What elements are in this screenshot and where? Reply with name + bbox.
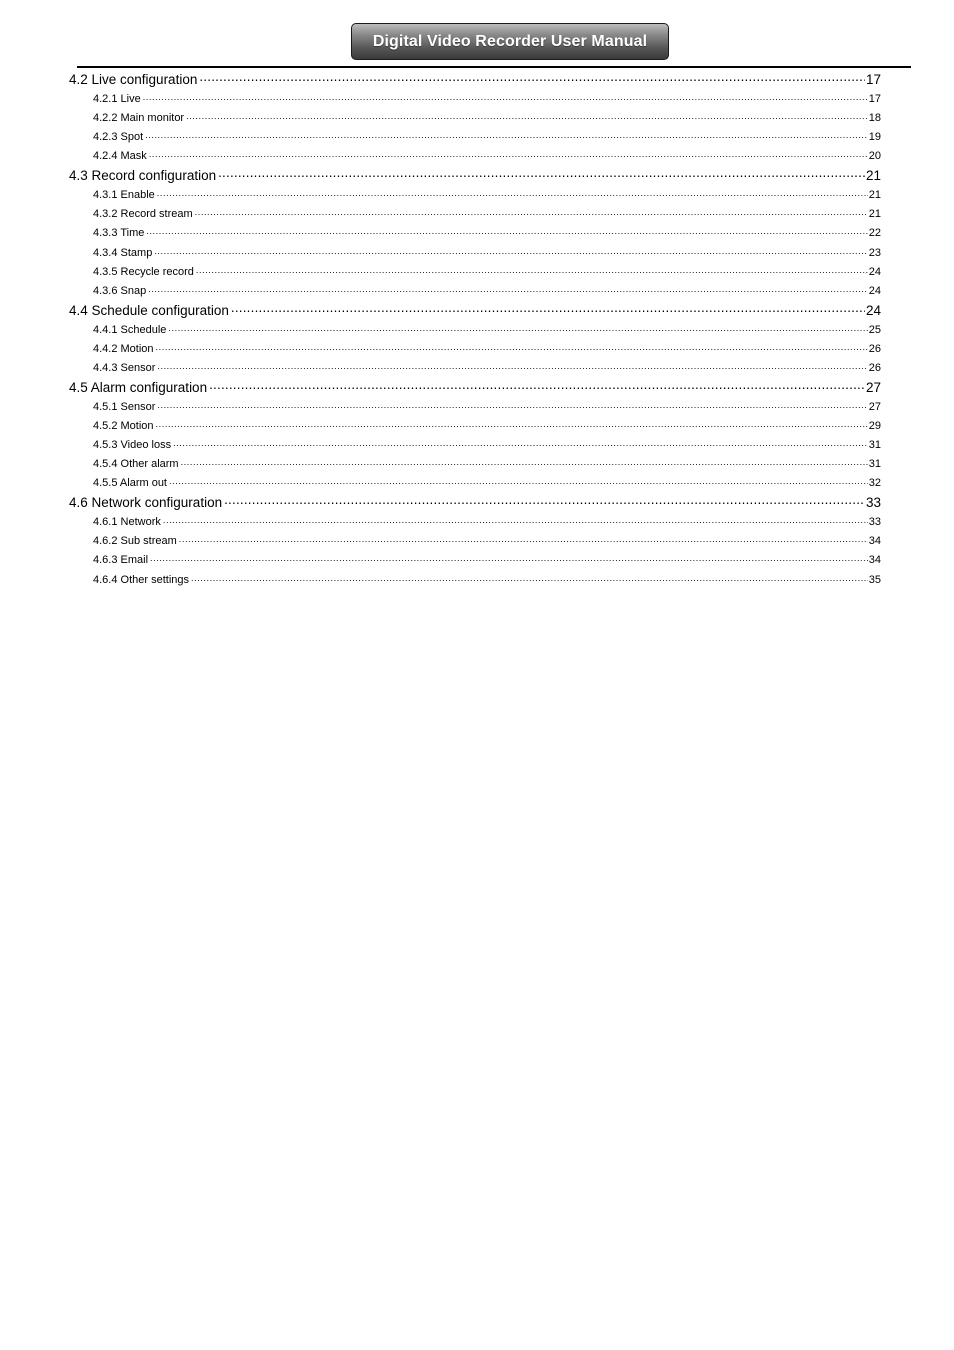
toc-entry-page-number: 24 (865, 302, 881, 318)
toc-entry-page-number: 31 (868, 439, 881, 451)
toc-entry-page-number: 19 (868, 131, 881, 143)
toc-entry-page-number: 35 (868, 574, 881, 586)
toc-entry-page-number: 26 (868, 343, 881, 355)
toc-entry-page-number: 21 (865, 167, 881, 183)
toc-subsection-entry[interactable] (93, 360, 881, 375)
toc-entry-page-number: 33 (865, 494, 881, 510)
toc-entry-title: 4.3.1 Enable (93, 189, 155, 201)
toc-subsection-entry[interactable] (93, 572, 881, 587)
toc-dot-leader (157, 187, 868, 198)
toc-dot-leader (196, 264, 868, 275)
toc-subsection-entry[interactable] (93, 341, 881, 356)
toc-entry-page-number: 23 (868, 247, 881, 259)
toc-dot-leader (181, 456, 868, 467)
toc-dot-leader (157, 360, 867, 371)
toc-entry-page-number: 17 (868, 93, 881, 105)
toc-entry-page-number: 34 (868, 554, 881, 566)
toc-dot-leader (169, 475, 868, 486)
toc-subsection-entry[interactable] (93, 514, 881, 529)
toc-dot-leader (191, 572, 868, 583)
toc-section-entry[interactable] (69, 378, 881, 396)
toc-entry-title: 4.2.4 Mask (93, 150, 147, 162)
toc-entry-title: 4.5.4 Other alarm (93, 458, 179, 470)
toc-entry-title: 4.5 Alarm configuration (69, 379, 208, 395)
toc-dot-leader (150, 552, 868, 563)
toc-entry-page-number: 22 (868, 227, 881, 239)
toc-dot-leader (143, 91, 868, 102)
header-divider (77, 66, 911, 68)
toc-entry-title: 4.5.1 Sensor (93, 401, 156, 413)
toc-subsection-entry[interactable] (93, 456, 881, 471)
toc-section-entry[interactable] (69, 301, 881, 319)
toc-dot-leader (179, 533, 868, 544)
manual-title-badge (351, 23, 669, 60)
toc-section-entry[interactable] (69, 166, 881, 184)
toc-entry-page-number: 17 (865, 71, 881, 87)
toc-entry-page-number: 32 (868, 477, 881, 489)
toc-entry-title: 4.6.1 Network (93, 516, 161, 528)
toc-dot-leader (163, 514, 868, 525)
toc-entry-title: 4.2.2 Main monitor (93, 112, 185, 124)
toc-entry-title: 4.5.3 Video loss (93, 439, 172, 451)
toc-subsection-entry[interactable] (93, 283, 881, 298)
toc-dot-leader (156, 418, 868, 429)
toc-entry-page-number: 33 (868, 516, 881, 528)
toc-entry-title: 4.6 Network configuration (69, 494, 223, 510)
toc-entry-title: 4.3.6 Snap (93, 285, 147, 297)
toc-subsection-entry[interactable] (93, 552, 881, 567)
toc-entry-title: 4.5.5 Alarm out (93, 477, 167, 489)
toc-entry-title: 4.4.2 Motion (93, 343, 154, 355)
toc-entry-title: 4.4 Schedule configuration (69, 302, 229, 318)
toc-entry-page-number: 20 (868, 150, 881, 162)
toc-entry-title: 4.4.3 Sensor (93, 362, 156, 374)
toc-subsection-entry[interactable] (93, 148, 881, 163)
manual-title: Digital Video Recorder User Manual (372, 32, 648, 50)
toc-entry-page-number: 21 (868, 189, 881, 201)
toc-entry-page-number: 25 (868, 324, 881, 336)
toc-dot-leader (149, 148, 868, 159)
toc-subsection-entry[interactable] (93, 245, 881, 260)
toc-entry-page-number: 29 (868, 420, 881, 432)
toc-entry-title: 4.3.3 Time (93, 227, 145, 239)
toc-entry-page-number: 27 (868, 401, 881, 413)
toc-dot-leader (154, 245, 867, 256)
toc-entry-title: 4.4.1 Schedule (93, 324, 167, 336)
toc-entry-title: 4.6.2 Sub stream (93, 535, 177, 547)
toc-entry-title: 4.2 Live configuration (69, 71, 198, 87)
toc-dot-leader (157, 399, 867, 410)
toc-entry-title: 4.2.1 Live (93, 93, 141, 105)
toc-dot-leader (195, 206, 868, 217)
toc-dot-leader (186, 110, 868, 121)
toc-dot-leader (209, 378, 865, 392)
toc-dot-leader (173, 437, 868, 448)
toc-subsection-entry[interactable] (93, 418, 881, 433)
toc-entry-title: 4.3.5 Recycle record (93, 266, 194, 278)
toc-subsection-entry[interactable] (93, 475, 881, 490)
toc-dot-leader (146, 225, 867, 236)
toc-dot-leader (148, 283, 868, 294)
toc-subsection-entry[interactable] (93, 110, 881, 125)
toc-section-entry[interactable] (69, 70, 881, 88)
toc-entry-title: 4.3.2 Record stream (93, 208, 193, 220)
toc-subsection-entry[interactable] (93, 437, 881, 452)
toc-entry-title: 4.3.4 Stamp (93, 247, 153, 259)
toc-dot-leader (156, 341, 868, 352)
toc-entry-page-number: 34 (868, 535, 881, 547)
toc-subsection-entry[interactable] (93, 264, 881, 279)
toc-dot-leader (199, 70, 865, 84)
toc-dot-leader (231, 301, 865, 315)
toc-subsection-entry[interactable] (93, 322, 881, 337)
toc-entry-title: 4.6.3 Email (93, 554, 149, 566)
toc-dot-leader (168, 322, 867, 333)
toc-entry-page-number: 18 (868, 112, 881, 124)
toc-dot-leader (224, 493, 865, 507)
toc-subsection-entry[interactable] (93, 206, 881, 221)
toc-subsection-entry[interactable] (93, 91, 881, 106)
toc-entry-title: 4.3 Record configuration (69, 167, 217, 183)
toc-subsection-entry[interactable] (93, 399, 881, 414)
toc-subsection-entry[interactable] (93, 225, 881, 240)
toc-entry-title: 4.2.3 Spot (93, 131, 144, 143)
toc-dot-leader (145, 129, 868, 140)
toc-subsection-entry[interactable] (93, 533, 881, 548)
toc-dot-leader (218, 166, 865, 180)
toc-entry-page-number: 21 (868, 208, 881, 220)
toc-entry-page-number: 24 (868, 285, 881, 297)
toc-entry-title: 4.6.4 Other settings (93, 574, 189, 586)
toc-entry-page-number: 31 (868, 458, 881, 470)
toc-entry-page-number: 24 (868, 266, 881, 278)
toc-entry-page-number: 27 (865, 379, 881, 395)
toc-entry-title: 4.5.2 Motion (93, 420, 154, 432)
toc-section-entry[interactable] (69, 493, 881, 511)
toc-subsection-entry[interactable] (93, 187, 881, 202)
toc-subsection-entry[interactable] (93, 129, 881, 144)
toc-entry-page-number: 26 (868, 362, 881, 374)
